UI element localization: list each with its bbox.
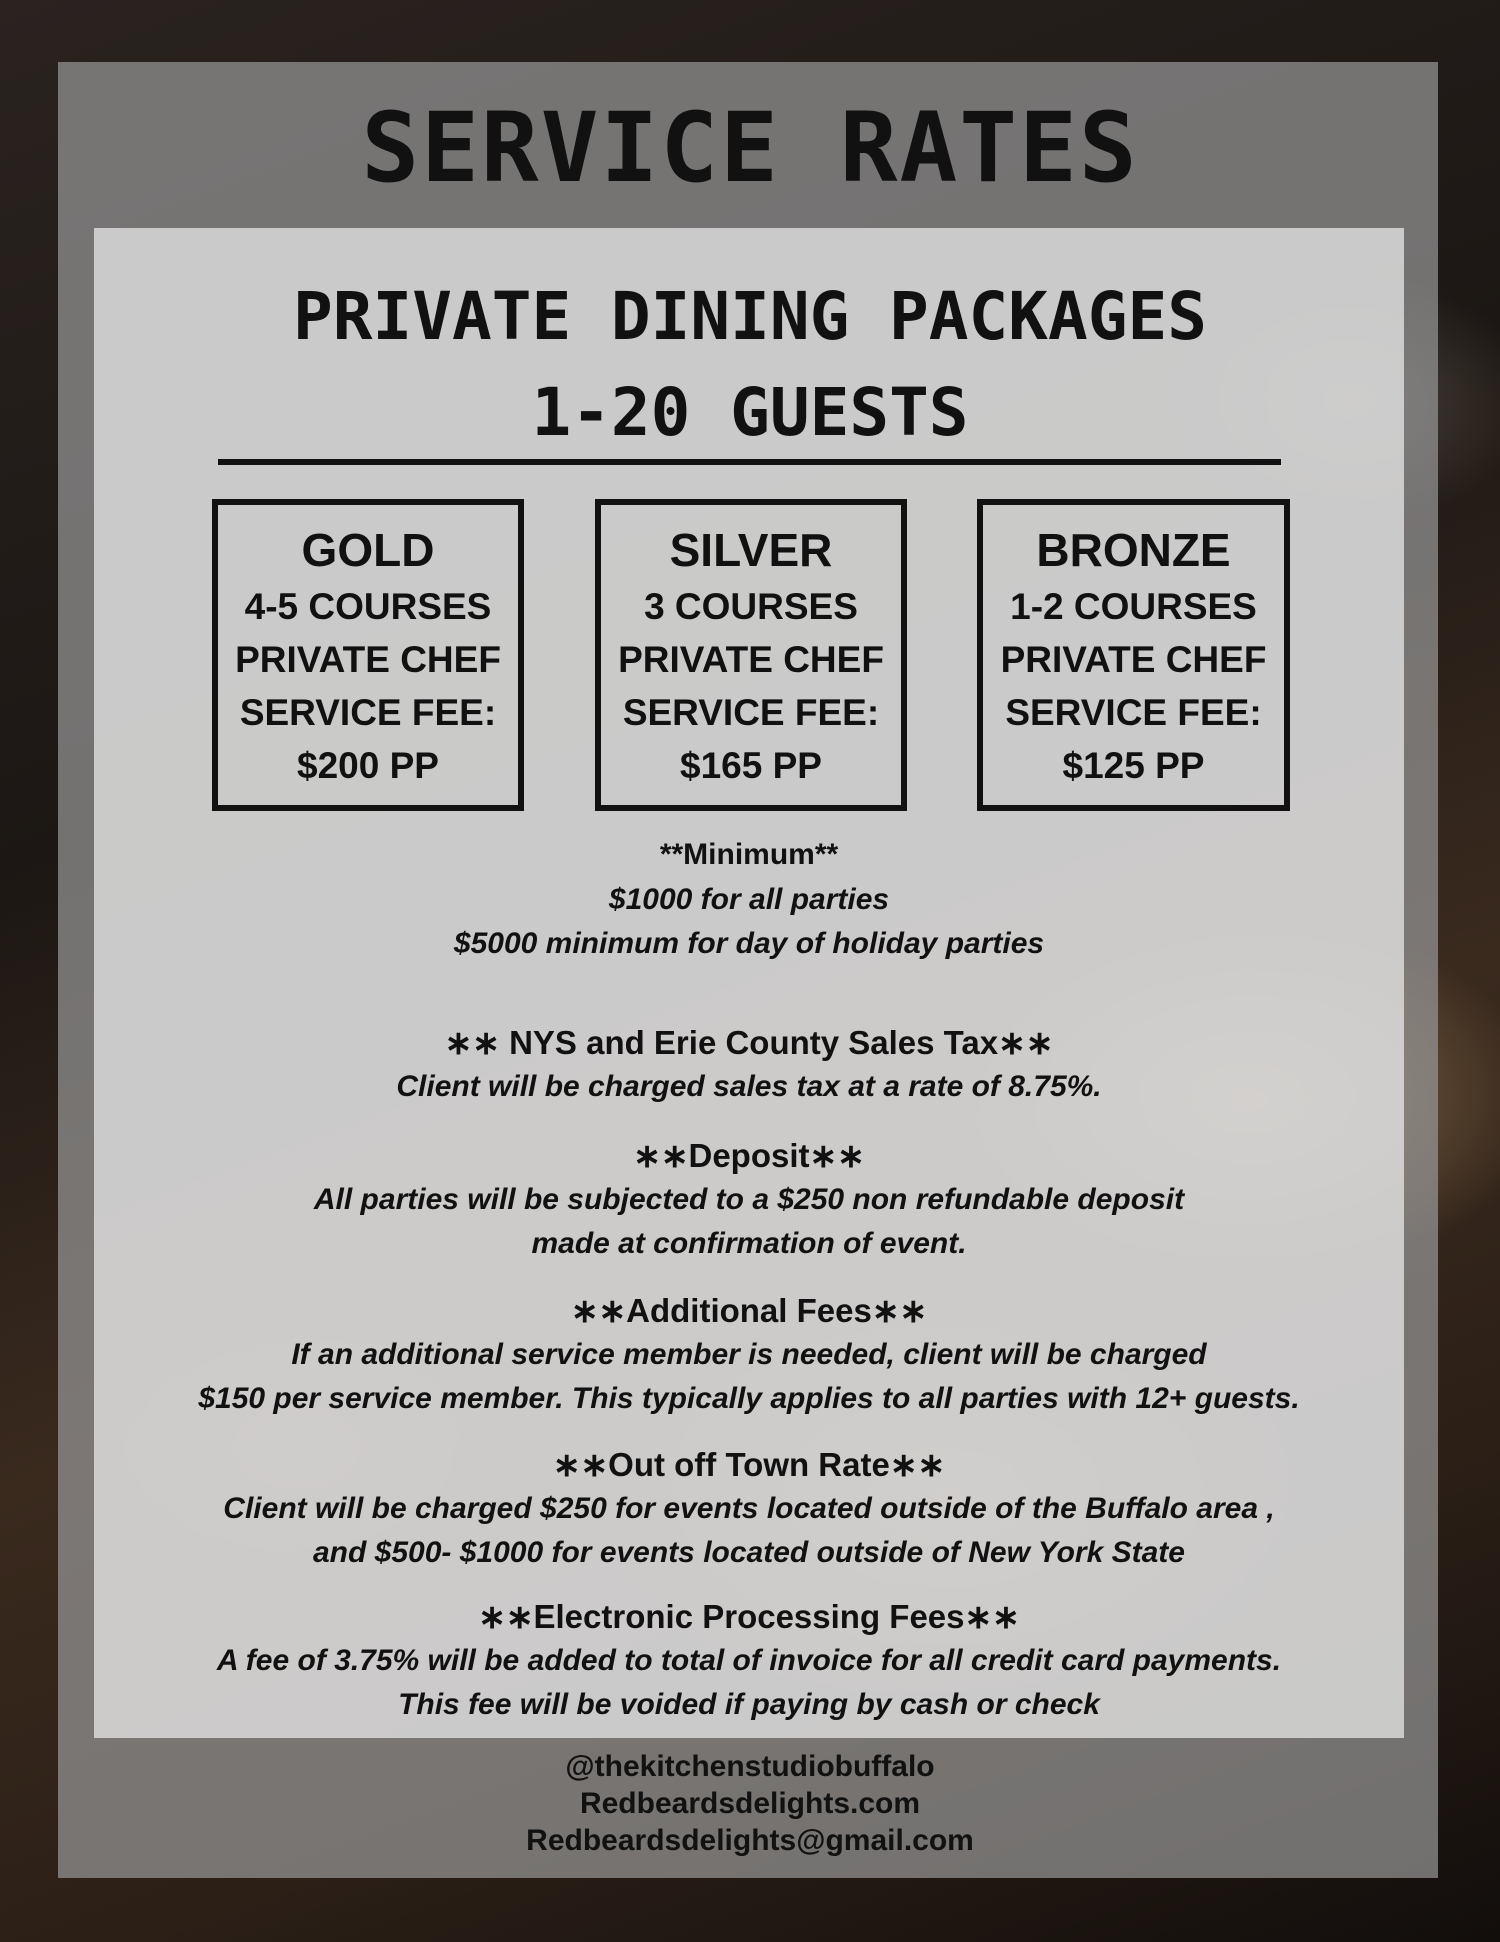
deposit-heading: ∗∗Deposit∗∗ bbox=[633, 1137, 865, 1174]
minimum-line: $5000 minimum for day of holiday parties bbox=[453, 927, 1045, 960]
page-title: SERVICE RATES bbox=[361, 92, 1139, 204]
minimum-line: $1000 for all parties bbox=[608, 883, 890, 916]
out-of-town-heading: ∗∗Out off Town Rate∗∗ bbox=[552, 1446, 946, 1483]
processing-fees-heading: ∗∗Electronic Processing Fees∗∗ bbox=[478, 1598, 1020, 1635]
package-bronze bbox=[977, 499, 1290, 811]
additional-fees-line: If an additional service member is needed, client will be charged bbox=[291, 1338, 1207, 1371]
guests-heading: 1-20 GUESTS bbox=[531, 374, 969, 451]
package-price: $125 PP bbox=[1062, 745, 1205, 787]
tax-heading: ∗∗ NYS and Erie County Sales Tax∗∗ bbox=[444, 1024, 1054, 1061]
additional-fees-heading: ∗∗Additional Fees∗∗ bbox=[570, 1292, 928, 1329]
out-of-town-line: Client will be charged $250 for events located outside of the Buffalo area , bbox=[223, 1492, 1275, 1525]
package-gold bbox=[212, 499, 524, 811]
package-courses: 3 COURSES bbox=[644, 586, 858, 628]
deposit-line: made at confirmation of event. bbox=[531, 1227, 967, 1260]
package-price: $200 PP bbox=[297, 745, 439, 787]
package-chef: PRIVATE CHEF bbox=[1000, 639, 1267, 681]
out-of-town-section bbox=[94, 1442, 1404, 1575]
additional-fees-line: $150 per service member. This typically applies to all parties with 12+ guests. bbox=[198, 1382, 1300, 1415]
package-name: BRONZE bbox=[1036, 524, 1231, 576]
processing-fees-section bbox=[94, 1594, 1404, 1727]
package-chef: PRIVATE CHEF bbox=[235, 639, 501, 681]
packages-heading: PRIVATE DINING PACKAGES bbox=[293, 278, 1207, 355]
package-silver bbox=[595, 499, 907, 811]
website-text: Redbeardsdelights.com bbox=[579, 1787, 921, 1820]
package-fee-label: SERVICE FEE: bbox=[239, 692, 497, 734]
tax-line: Client will be charged sales tax at a rate of 8.75%. bbox=[396, 1070, 1102, 1103]
deposit-section bbox=[94, 1133, 1404, 1266]
email-text: Redbeardsdelights@gmail.com bbox=[526, 1824, 974, 1857]
package-name: SILVER bbox=[669, 524, 833, 576]
minimum-section bbox=[94, 832, 1404, 966]
minimum-heading: **Minimum** bbox=[659, 838, 839, 871]
package-chef: PRIVATE CHEF bbox=[618, 639, 884, 681]
divider bbox=[218, 459, 1281, 465]
package-fee-label: SERVICE FEE: bbox=[622, 692, 880, 734]
additional-fees-section bbox=[94, 1288, 1404, 1421]
package-fee-label: SERVICE FEE: bbox=[1005, 692, 1262, 734]
processing-fees-line: A fee of 3.75% will be added to total of invoice for all credit card payments. bbox=[216, 1644, 1282, 1677]
social-handle: @thekitchenstudiobuffalo bbox=[565, 1750, 935, 1783]
package-price: $165 PP bbox=[680, 745, 822, 787]
tax-section bbox=[94, 1020, 1404, 1109]
deposit-line: All parties will be subjected to a $250 non refundable deposit bbox=[313, 1183, 1185, 1216]
processing-fees-line: This fee will be voided if paying by cash or check bbox=[398, 1688, 1100, 1721]
package-courses: 1-2 COURSES bbox=[1010, 586, 1257, 628]
package-name: GOLD bbox=[301, 524, 435, 576]
contact-footer bbox=[0, 1748, 1500, 1859]
out-of-town-line: and $500- $1000 for events located outside of New York State bbox=[313, 1536, 1185, 1569]
package-courses: 4-5 COURSES bbox=[244, 586, 492, 628]
